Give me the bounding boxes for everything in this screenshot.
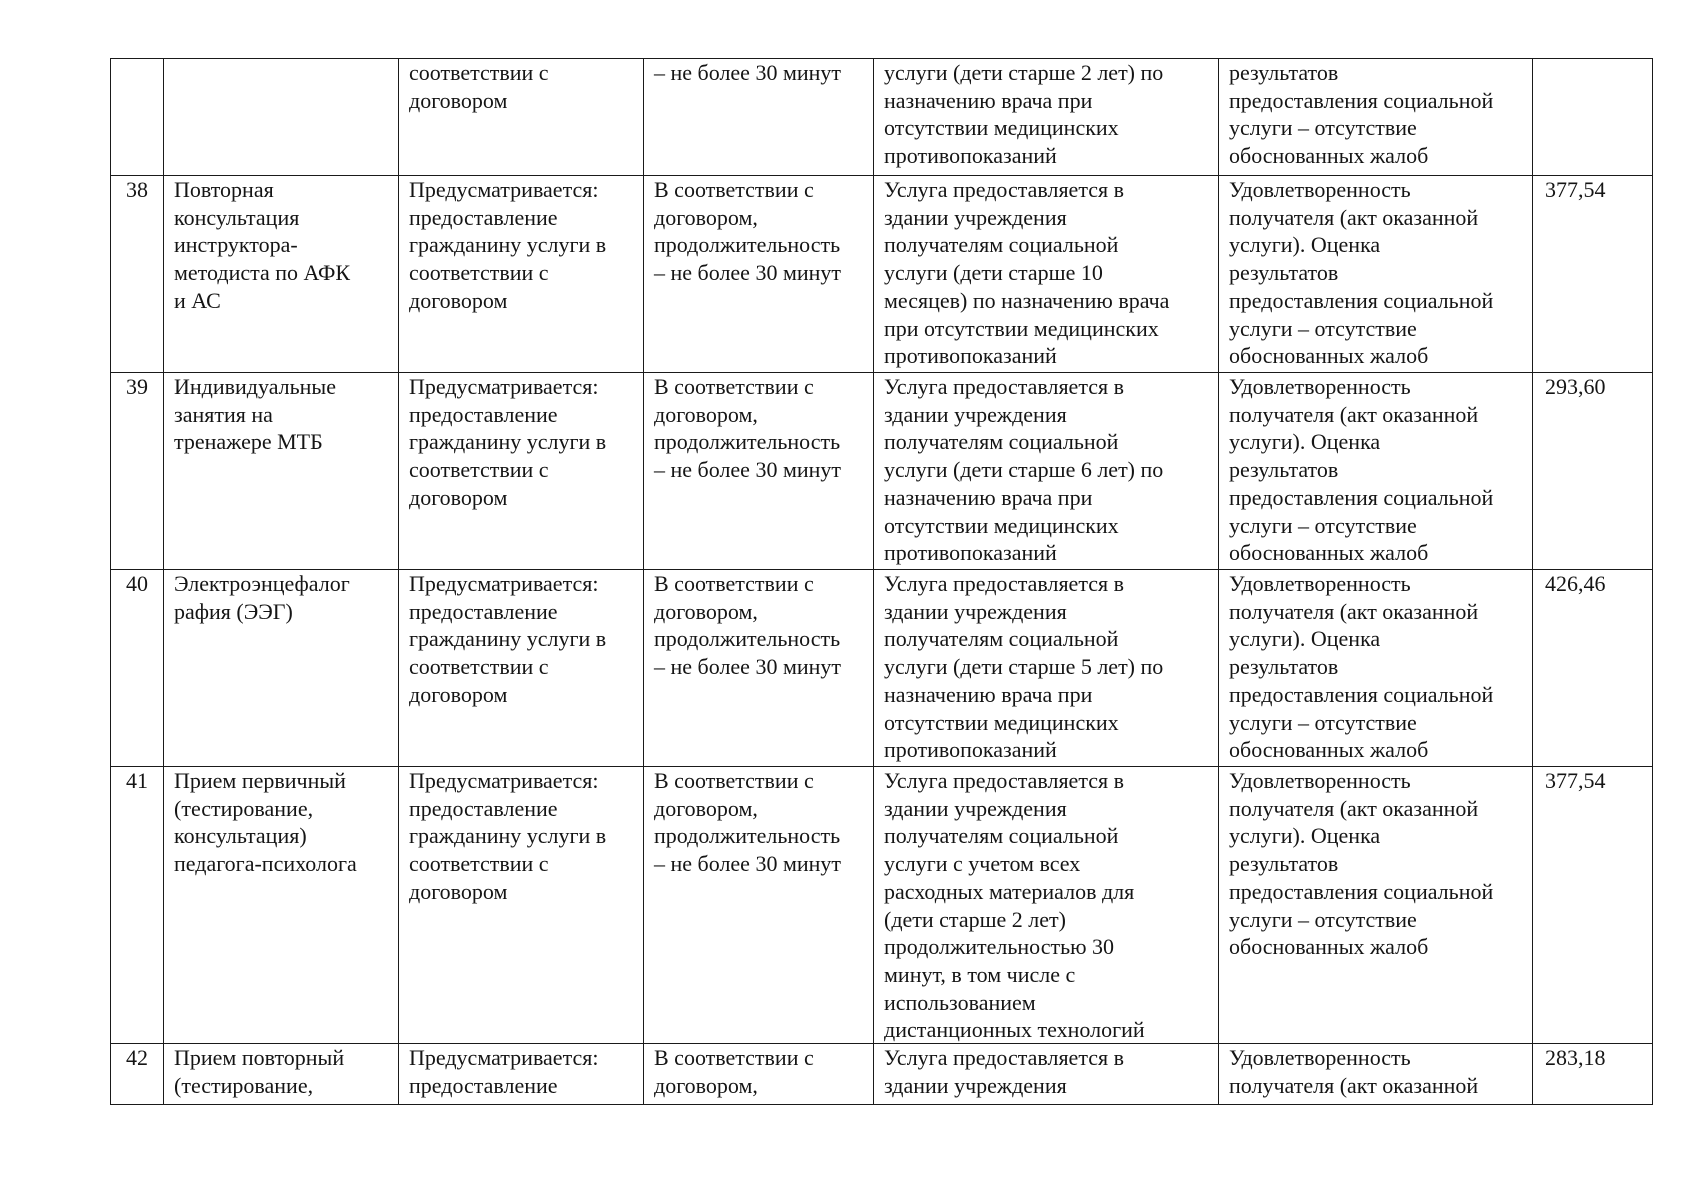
table-cell-price: 377,54: [1532, 175, 1652, 372]
table-cell-service-name: Индивидуальные занятия на тренажере МТБ: [163, 372, 398, 569]
table-cell-row-number: 42: [110, 1043, 163, 1104]
table-cell-price: [1532, 58, 1652, 175]
table-cell-volume-duration: – не более 30 минут: [643, 58, 873, 175]
table-cell-conditions: Услуга предоставляется в здании учреждения получателям социальной услуги с учетом всех расходных материалов для (дети старше 2 лет) продолжительностью 30 минут, в том числе с использованием дистанционных технологий: [873, 766, 1218, 1043]
table-cell-volume-duration: В соответствии с договором, продолжительность – не более 30 минут: [643, 175, 873, 372]
table-cell-provision-form: Предусматривается: предоставление гражданину услуги в соответствии с договором: [398, 766, 643, 1043]
table-cell-price: 426,46: [1532, 569, 1652, 766]
table-cell-price: 283,18: [1532, 1043, 1652, 1104]
table-cell-provision-form: Предусматривается: предоставление гражданину услуги в соответствии с договором: [398, 569, 643, 766]
table-cell-quality-criteria: Удовлетворенность получателя (акт оказанной: [1218, 1043, 1532, 1104]
table-cell-row-number: 40: [110, 569, 163, 766]
table-cell-volume-duration: В соответствии с договором, продолжительность – не более 30 минут: [643, 766, 873, 1043]
table-cell-quality-criteria: Удовлетворенность получателя (акт оказанной услуги). Оценка результатов предоставления социальной услуги – отсутствие обоснованных жалоб: [1218, 569, 1532, 766]
table-cell-service-name: Прием первичный (тестирование, консультация) педагога-психолога: [163, 766, 398, 1043]
table-cell-row-number: [110, 58, 163, 175]
table-cell-service-name: [163, 58, 398, 175]
table-cell-service-name: Повторная консультация инструктора- методиста по АФК и АС: [163, 175, 398, 372]
table-cell-conditions: услуги (дети старше 2 лет) по назначению врача при отсутствии медицинских противопоказаний: [873, 58, 1218, 175]
table-cell-price: 293,60: [1532, 372, 1652, 569]
table-cell-volume-duration: В соответствии с договором, продолжительность – не более 30 минут: [643, 372, 873, 569]
table-cell-quality-criteria: Удовлетворенность получателя (акт оказанной услуги). Оценка результатов предоставления социальной услуги – отсутствие обоснованных жалоб: [1218, 766, 1532, 1043]
table-cell-provision-form: соответствии с договором: [398, 58, 643, 175]
table-cell-row-number: 41: [110, 766, 163, 1043]
table-cell-conditions: Услуга предоставляется в здании учреждения получателям социальной услуги (дети старше 10 месяцев) по назначению врача при отсутствии медицинских противопоказаний: [873, 175, 1218, 372]
table-cell-row-number: 38: [110, 175, 163, 372]
table-right-border: [1652, 58, 1653, 1104]
table-cell-service-name: Электроэнцефалог рафия (ЭЭГ): [163, 569, 398, 766]
table-cell-provision-form: Предусматривается: предоставление: [398, 1043, 643, 1104]
table-cell-provision-form: Предусматривается: предоставление гражданину услуги в соответствии с договором: [398, 372, 643, 569]
table-cell-quality-criteria: Удовлетворенность получателя (акт оказанной услуги). Оценка результатов предоставления социальной услуги – отсутствие обоснованных жалоб: [1218, 175, 1532, 372]
table-bottom-border: [110, 1104, 1653, 1105]
table-cell-row-number: 39: [110, 372, 163, 569]
table-cell-price: 377,54: [1532, 766, 1652, 1043]
table-cell-conditions: Услуга предоставляется в здании учреждения получателям социальной услуги (дети старше 5 лет) по назначению врача при отсутствии медицинских противопоказаний: [873, 569, 1218, 766]
table-cell-provision-form: Предусматривается: предоставление гражданину услуги в соответствии с договором: [398, 175, 643, 372]
table-cell-quality-criteria: Удовлетворенность получателя (акт оказанной услуги). Оценка результатов предоставления социальной услуги – отсутствие обоснованных жалоб: [1218, 372, 1532, 569]
table-cell-conditions: Услуга предоставляется в здании учреждения получателям социальной услуги (дети старше 6 лет) по назначению врача при отсутствии медицинских противопоказаний: [873, 372, 1218, 569]
table-cell-volume-duration: В соответствии с договором, продолжительность – не более 30 минут: [643, 569, 873, 766]
table-cell-conditions: Услуга предоставляется в здании учреждения: [873, 1043, 1218, 1104]
table-cell-quality-criteria: результатов предоставления социальной услуги – отсутствие обоснованных жалоб: [1218, 58, 1532, 175]
table-cell-service-name: Прием повторный (тестирование,: [163, 1043, 398, 1104]
table-cell-volume-duration: В соответствии с договором,: [643, 1043, 873, 1104]
